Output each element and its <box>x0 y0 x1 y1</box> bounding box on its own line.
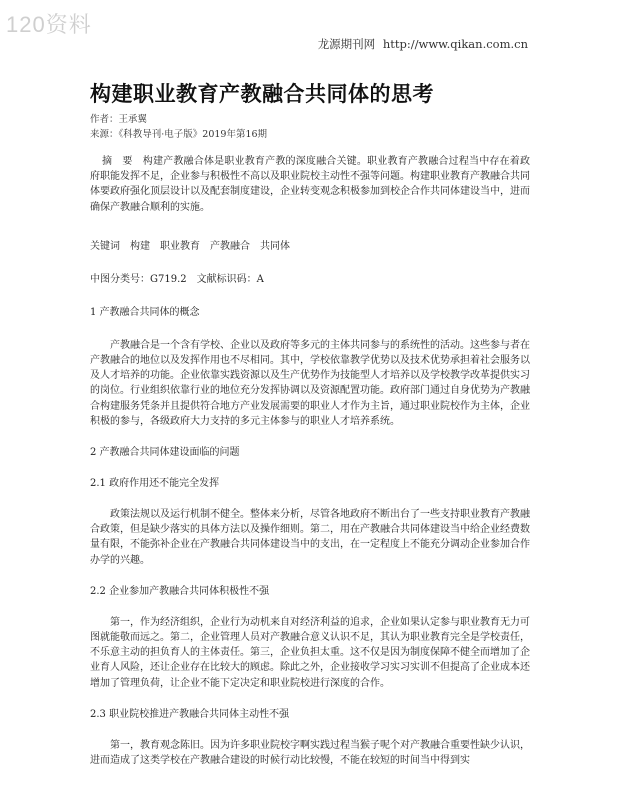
source-line: 来源：《科教导刊·电子版》2019年第16期 <box>90 129 268 140</box>
section-2-1-paragraph: 政策法规以及运行机制不健全。整体来分析，尽管各地政府不断出台了一些支持职业教育产教融合政策，但是缺少落实的具体方法以及操作细则。第二，用在产教融合共同体建设当中给企业经费数量有限，不能弥补企业在产教融合共同体建设当中的支出，在一定程度上不能充分调动企业参加合作办学的兴趣。 <box>90 509 530 566</box>
section-2-1-heading: 2.1 政府作用还不能完全发挥 <box>90 478 220 490</box>
author-line: 作者：王承翼 <box>90 114 148 125</box>
journal-name: 龙源期刊网 <box>317 37 376 51</box>
journal-url[interactable]: http://www.qikan.com.cn <box>382 37 528 51</box>
keywords: 关键词 构建 职业教育 产教融合 共同体 <box>90 240 290 252</box>
section-2-2-paragraph: 第一，作为经济组织，企业行为动机来自对经济利益的追求，企业如果认定参与职业教育无力可图就能敬而远之。第二，企业管理人员对产教融合意义认识不足，其认为职业教育完全是学校责任，不乐意主动的担负育人的主体责任。第三，企业负担太重。这不仅是因为制度保障不健全而增加了企业育人风险，还让企业存在比较大的顾虑。除此之外，企业接收学习实习实训不但提高了企业成本还增加了管理负荷，让企业不能下定决定和职业院校进行深度的合作。 <box>90 616 530 689</box>
classification: 中图分类号：G719.2 文献标识码：A <box>90 273 264 285</box>
section-2-2-heading: 2.2 企业参加产教融合共同体积极性不强 <box>90 585 270 597</box>
page-header <box>318 36 528 52</box>
article <box>90 78 530 768</box>
abstract: 摘 要 构建产教融合体是职业教育产教的深度融合关键。职业教育产教融合过程当中存在着政府职能发挥不足，企业参与积极性不高以及职业院校主动性不强等问题。构建职业教育产教融合共同体要政府强化顶层设计以及配套制度建设，企业转变观念积极参加到校企合作共同体建设当中，进而确保产教融合顺利的实施。 <box>90 156 530 213</box>
section-2-3-heading: 2.3 职业院校推进产教融合共同体主动性不强 <box>90 708 290 720</box>
section-1-heading: 1 产教融合共同体的概念 <box>90 306 200 318</box>
section-2-3-paragraph: 第一，教育观念陈旧。因为许多职业院校字啊实践过程当猴子呢个对产教融合重要性缺少认识，进而造成了这类学校在产教融合建设的时候行动比较慢，不能在较短的时间当中得到实 <box>90 739 530 767</box>
section-1-paragraph: 产教融合是一个含有学校、企业以及政府等多元的主体共同参与的系统性的活动。这些参与者在产教融合的地位以及发挥作用也不尽相同。其中，学校依靠教学优势以及技术优势承担着社会服务以及人才培养的功能。企业依靠实践资源以及生产优势作为技能型人才培养以及学校教学改革提供实习的岗位。行业组织依靠行业的地位充分发挥协调以及资源配置功能。政府部门通过自身优势为产教融合构建服务凭条并且提供符合地方产业发展需要的职业人才作为主旨，通过职业院校作为主体，企业积极的参与，各级政府大力支持的多元主体参与的职业人才培养系统。 <box>90 339 530 427</box>
watermark: 120资料 <box>6 12 92 37</box>
article-title: 构建职业教育产教融合共同体的思考 <box>90 82 434 106</box>
section-2-heading: 2 产教融合共同体建设面临的问题 <box>90 447 240 459</box>
